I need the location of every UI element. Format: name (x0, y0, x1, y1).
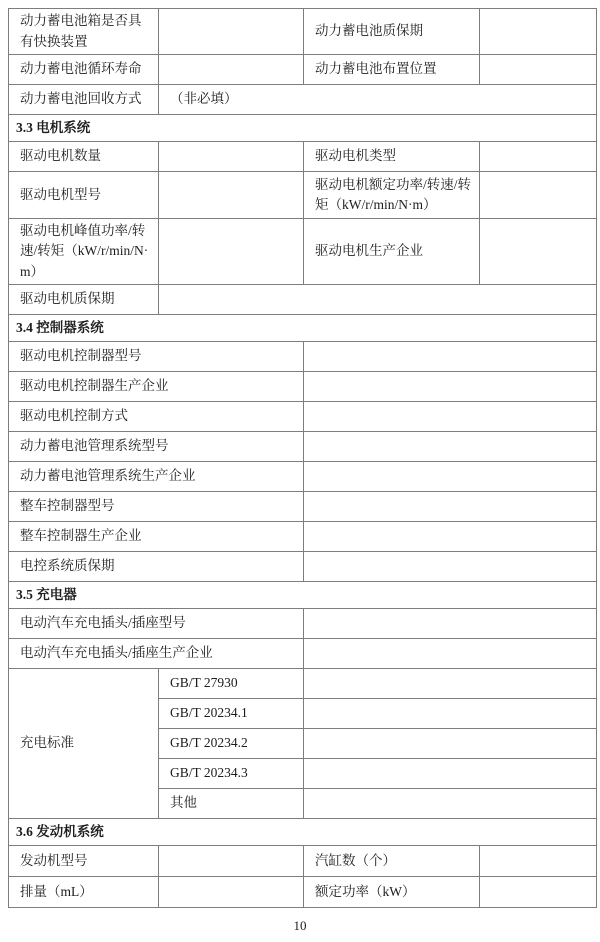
table-row (9, 341, 597, 371)
table-row (9, 638, 597, 668)
field-label: 驱动电机类型 (304, 142, 480, 172)
field-value (304, 371, 597, 401)
field-value (480, 142, 597, 172)
field-value (159, 219, 304, 285)
field-value (480, 845, 597, 876)
field-value (159, 9, 304, 55)
standard-option-label: GB/T 20234.2 (159, 728, 304, 758)
field-value (304, 638, 597, 668)
field-value (304, 521, 597, 551)
field-label: 整车控制器型号 (9, 491, 304, 521)
table-row (9, 219, 597, 285)
table-row (9, 551, 597, 581)
field-label: 排量（mL） (9, 876, 159, 907)
field-label: 动力蓄电池管理系统型号 (9, 431, 304, 461)
field-label: 动力蓄电池回收方式 (9, 85, 159, 115)
table-row (9, 9, 597, 55)
field-value (304, 758, 597, 788)
table-row (9, 581, 597, 608)
field-label: 动力蓄电池管理系统生产企业 (9, 461, 304, 491)
field-value (480, 172, 597, 219)
table-row (9, 55, 597, 85)
page-number: 10 (293, 918, 307, 933)
standard-option-label: GB/T 20234.1 (159, 698, 304, 728)
field-value (304, 431, 597, 461)
field-value (480, 9, 597, 55)
field-label: 驱动电机控制方式 (9, 401, 304, 431)
table-row (9, 431, 597, 461)
field-value (304, 461, 597, 491)
standard-option-label: GB/T 27930 (159, 668, 304, 698)
table-row (9, 142, 597, 172)
field-value (480, 876, 597, 907)
table-row (9, 876, 597, 907)
table-row (9, 115, 597, 142)
field-value (480, 55, 597, 85)
field-value (159, 876, 304, 907)
table-row (9, 491, 597, 521)
standard-option-label: GB/T 20234.3 (159, 758, 304, 788)
field-label: 驱动电机额定功率/转速/转矩（kW/r/min/N·m） (304, 172, 480, 219)
table-row (9, 371, 597, 401)
field-value (159, 55, 304, 85)
standard-option-label: 其他 (159, 788, 304, 818)
field-label: 发动机型号 (9, 845, 159, 876)
field-label: 电动汽车充电插头/插座生产企业 (9, 638, 304, 668)
field-label: 驱动电机控制器生产企业 (9, 371, 304, 401)
table-row (9, 521, 597, 551)
section-header: 3.6 发动机系统 (9, 818, 597, 845)
field-label: 动力蓄电池循环寿命 (9, 55, 159, 85)
spec-table (8, 8, 597, 908)
field-value (304, 728, 597, 758)
field-value (159, 845, 304, 876)
field-value (304, 551, 597, 581)
section-header: 3.4 控制器系统 (9, 314, 597, 341)
field-value (159, 142, 304, 172)
section-header: 3.5 充电器 (9, 581, 597, 608)
field-label: 动力蓄电池质保期 (304, 9, 480, 55)
table-row (9, 85, 597, 115)
field-label: 驱动电机型号 (9, 172, 159, 219)
field-value (304, 608, 597, 638)
table-row (9, 461, 597, 491)
table-row (9, 172, 597, 219)
field-value (304, 401, 597, 431)
section-header: 3.3 电机系统 (9, 115, 597, 142)
table-row (9, 668, 597, 698)
field-label: 动力蓄电池箱是否具有快换装置 (9, 9, 159, 55)
table-row (9, 314, 597, 341)
field-label: 驱动电机生产企业 (304, 219, 480, 285)
field-value (304, 698, 597, 728)
field-value (304, 491, 597, 521)
field-label: 动力蓄电池布置位置 (304, 55, 480, 85)
field-label: 整车控制器生产企业 (9, 521, 304, 551)
table-row (9, 845, 597, 876)
field-label: 电动汽车充电插头/插座型号 (9, 608, 304, 638)
table-row (9, 401, 597, 431)
field-value (159, 284, 597, 314)
field-label: 驱动电机数量 (9, 142, 159, 172)
field-value: （非必填） (159, 85, 597, 115)
field-value (304, 668, 597, 698)
table-row (9, 284, 597, 314)
field-label: 额定功率（kW） (304, 876, 480, 907)
field-value (304, 788, 597, 818)
field-label: 驱动电机峰值功率/转速/转矩（kW/r/min/N·m） (9, 219, 159, 285)
field-value (480, 219, 597, 285)
table-row (9, 608, 597, 638)
field-label: 汽缸数（个） (304, 845, 480, 876)
field-label: 充电标准 (9, 668, 159, 818)
field-value (304, 341, 597, 371)
field-label: 电控系统质保期 (9, 551, 304, 581)
field-value (159, 172, 304, 219)
field-label: 驱动电机控制器型号 (9, 341, 304, 371)
field-label: 驱动电机质保期 (9, 284, 159, 314)
table-row (9, 818, 597, 845)
